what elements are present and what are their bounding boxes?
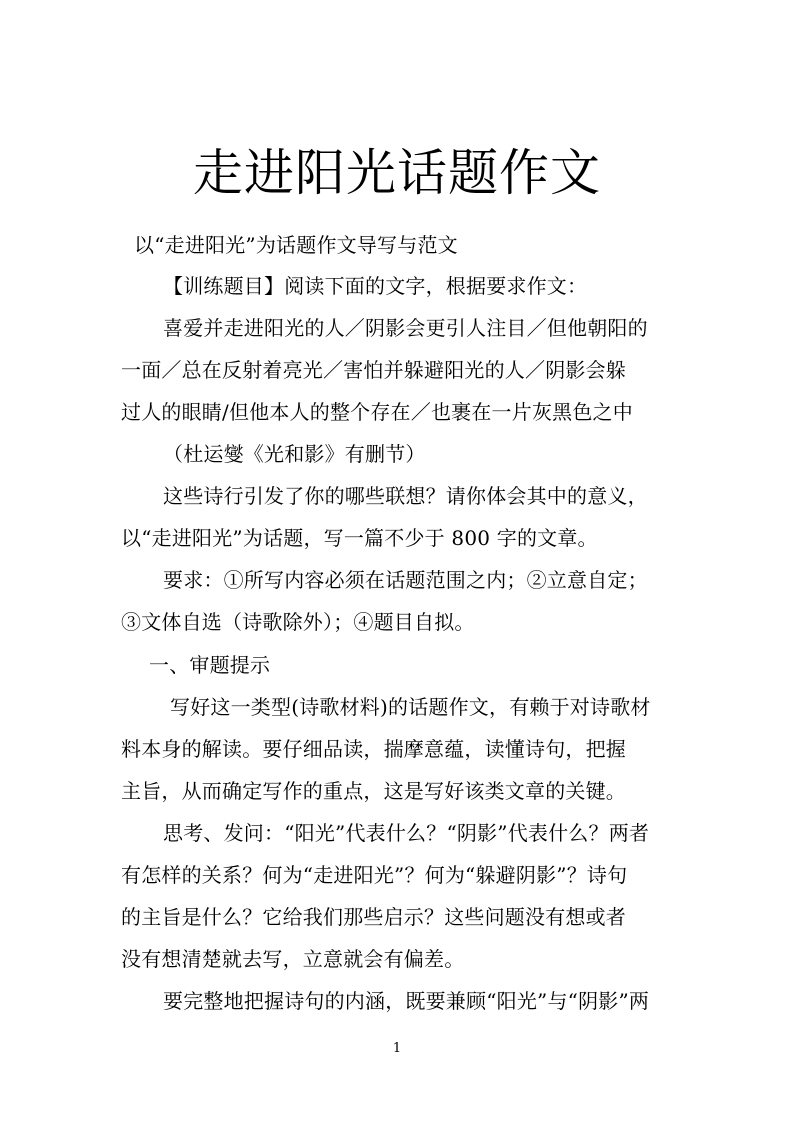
requirements-line: 要求：①所写内容必须在话题范围之内；②立意自定；: [163, 568, 648, 592]
paragraph-line: 写好这一类型(诗歌材料)的话题作文，有赖于对诗歌材: [170, 695, 651, 719]
requirements-line: ③文体自选（诗歌除外）；④题目自拟。: [121, 610, 475, 634]
paragraph-line: 主旨，从而确定写作的重点，这是写好该类文章的关键。: [121, 779, 626, 803]
paragraph-line: 思考、发问：“阳光”代表什么？“阴影”代表什么？两者: [163, 821, 650, 845]
paragraph-line: 料本身的解读。要仔细品读，揣摩意蕴，读懂诗句，把握: [121, 737, 626, 761]
paragraph-line: 有怎样的关系？何为“走进阳光”？何为“躲避阴影”？诗句: [121, 863, 628, 887]
paragraph-line: 要完整地把握诗句的内涵，既要兼顾“阳光”与“阴影”两: [163, 989, 650, 1013]
page-number: 1: [392, 1041, 402, 1056]
training-topic-line: 【训练题目】阅读下面的文字，根据要求作文：: [163, 274, 588, 298]
document-title: 走进阳光话题作文: [193, 144, 601, 202]
poem-source-line: （杜运燮《光和影》有删节）: [163, 442, 426, 466]
poem-line: 喜爱并走进阳光的人／阴影会更引人注目／但他朝阳的: [163, 316, 648, 340]
paragraph-line: 没有想清楚就去写，立意就会有偏差。: [121, 947, 465, 971]
poem-line: 过人的眼睛/但他本人的整个存在／也裹在一片灰黑色之中: [121, 400, 633, 424]
prompt-line: 以“走进阳光”为话题，写一篇不少于 800 字的文章。: [121, 526, 598, 550]
subtitle-line: 以“走进阳光”为话题作文导写与范文: [134, 233, 458, 257]
prompt-line: 这些诗行引发了你的哪些联想？请你体会其中的意义，: [163, 484, 648, 508]
section-heading: 一、审题提示: [149, 653, 271, 677]
poem-line: 一面／总在反射着亮光／害怕并躲避阳光的人／阴影会躲: [121, 358, 626, 382]
paragraph-line: 的主旨是什么？它给我们那些启示？这些问题没有想或者: [121, 905, 626, 929]
